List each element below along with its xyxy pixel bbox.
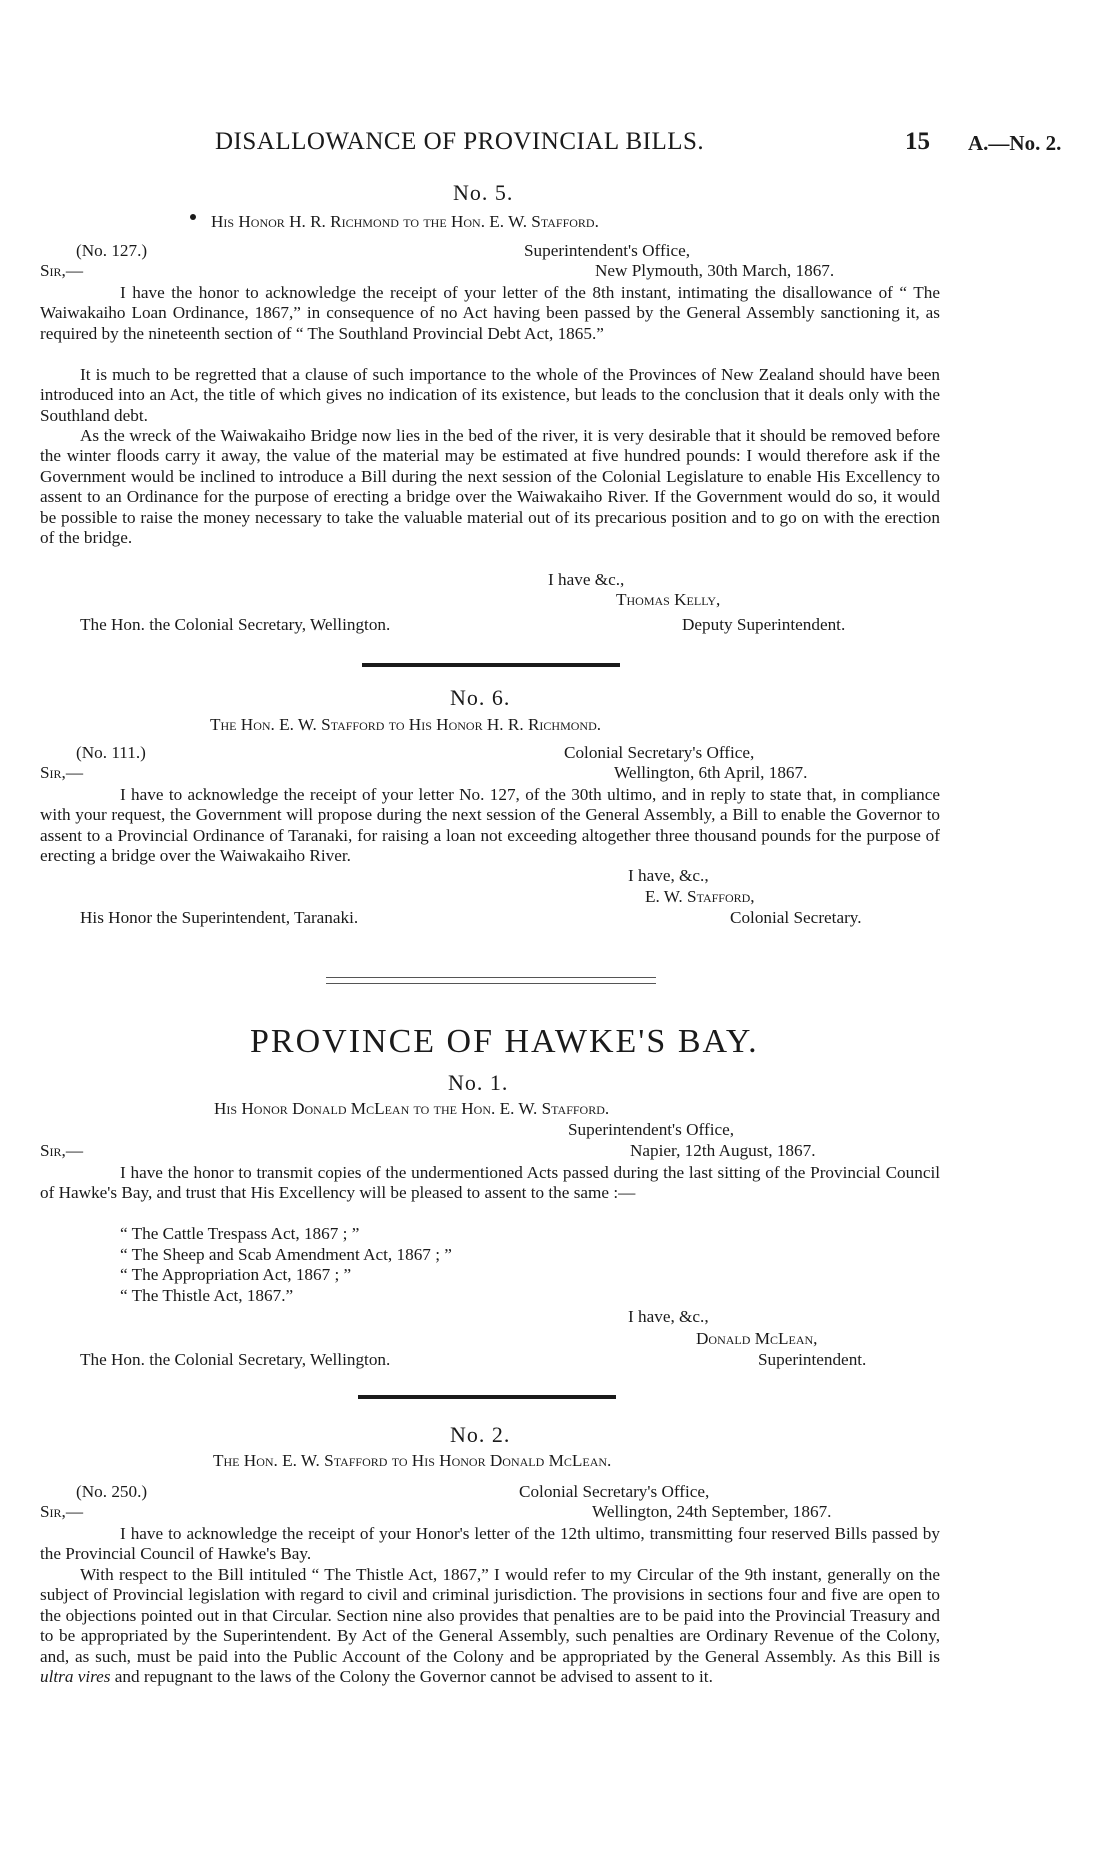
letter-place-date: Napier, 12th August, 1867.	[630, 1141, 816, 1160]
letter-signatory-title: Deputy Superintendent.	[682, 615, 846, 634]
document-reference: A.—No. 2.	[968, 131, 1062, 155]
letter-from-to: The Hon. E. W. Stafford to His Honor H. R. Richmond.	[210, 715, 602, 734]
letter-addressee: The Hon. the Colonial Secretary, Wellington.	[80, 615, 391, 634]
letter-number: No. 6.	[450, 685, 511, 710]
salutation: Sir,—	[40, 1502, 84, 1521]
letter-from-to: The Hon. E. W. Stafford to His Honor Donald McLean.	[213, 1451, 612, 1470]
letter-addressee: His Honor the Superintendent, Taranaki.	[80, 908, 359, 927]
act-list-item: “ The Appropriation Act, 1867 ; ”	[120, 1265, 352, 1284]
page-number: 15	[905, 128, 930, 155]
section-divider	[362, 663, 620, 667]
act-list-item: “ The Thistle Act, 1867.”	[120, 1286, 294, 1305]
letter-closing: I have, &c.,	[628, 866, 709, 885]
letter-from-to: His Honor H. R. Richmond to the Hon. E. W. Stafford.	[211, 212, 599, 231]
act-list-item: “ The Cattle Trespass Act, 1867 ; ”	[120, 1224, 360, 1243]
letter-place-date: Wellington, 6th April, 1867.	[614, 763, 808, 782]
letter-closing: I have &c.,	[548, 570, 625, 589]
letter-office: Superintendent's Office,	[524, 241, 691, 260]
section-divider	[358, 1395, 616, 1399]
letter-paragraph	[40, 1565, 940, 1687]
latin-phrase: ultra vires	[40, 1667, 111, 1687]
salutation: Sir,—	[40, 763, 84, 782]
letter-signatory-title: Superintendent.	[758, 1350, 867, 1369]
paragraph-text: and repugnant to the laws of the Colony the Governor cannot be advised to assent to it.	[114, 1667, 713, 1687]
letter-ref-number: (No. 127.)	[76, 241, 148, 260]
letter-from-to: His Honor Donald McLean to the Hon. E. W. Stafford.	[214, 1099, 610, 1118]
letter-signatory: Thomas Kelly,	[616, 590, 721, 609]
letter-paragraph: It is much to be regretted that a clause of such importance to the whole of the Provinces of New Zealand should have been introduced into an Act, the title of which gives no indication of its existence, but leads to the conclusion that it deals only with the Southland debt.	[40, 365, 940, 425]
running-header-title: DISALLOWANCE OF PROVINCIAL BILLS.	[215, 128, 705, 155]
letter-addressee: The Hon. the Colonial Secretary, Wellington.	[80, 1350, 391, 1369]
letter-signatory: E. W. Stafford,	[645, 887, 755, 906]
section-divider-double	[326, 977, 656, 984]
letter-number: No. 2.	[450, 1422, 511, 1447]
letter-paragraph: As the wreck of the Waiwakaiho Bridge now lies in the bed of the river, it is very desirable that it should be removed before the winter floods carry it away, the value of the material may be estimated at five hundred pounds: I would therefore ask if the Government would be inclined to introduce a Bill during the next session of the Colonial Legislature to enable His Excellency to assent to an Ordinance for the purpose of erecting a bridge over the Waiwakaiho River. If the Government would do so, it would be possible to raise the money necessary to take the valuable material out of its precarious position and to go on with the erection of the bridge.	[40, 426, 940, 548]
letter-paragraph: I have the honor to acknowledge the receipt of your letter of the 8th instant, intimating the disallowance of “ The Waiwakaiho Loan Ordinance, 1867,” in consequence of no Act having been passed by the General Assembly sanctioning it, as required by the nineteenth section of “ The Southland Provincial Debt Act, 1865.”	[40, 283, 940, 343]
letter-number: No. 1.	[448, 1070, 509, 1095]
letter-paragraph: I have to acknowledge the receipt of your Honor's letter of the 12th ultimo, transmitting four reserved Bills passed by the Provincial Council of Hawke's Bay.	[40, 1524, 940, 1564]
province-heading: PROVINCE OF HAWKE'S BAY.	[250, 1023, 759, 1060]
letter-closing: I have, &c.,	[628, 1307, 709, 1326]
letter-place-date: New Plymouth, 30th March, 1867.	[595, 261, 835, 280]
letter-place-date: Wellington, 24th September, 1867.	[592, 1502, 832, 1521]
letter-ref-number: (No. 250.)	[76, 1482, 148, 1501]
letter-ref-number: (No. 111.)	[76, 743, 146, 762]
letter-office: Colonial Secretary's Office,	[564, 743, 755, 762]
letter-office: Superintendent's Office,	[568, 1120, 735, 1139]
paragraph-text: With respect to the Bill intituled “ The Thistle Act, 1867,” I would refer to my Circular of the 9th instant, generally on the subject of Provincial legislation with regard to civil and criminal jurisdiction. The provisions in sections four and five are open to the objections pointed out in that Circular. Section nine also provides that penalties are to be paid into the Provincial Treasury and to be appropriated by the Superintendent. By Act of the General Assembly, such penalties are Ordinary Revenue of the Colony, and, as such, must be paid into the Public Account of the Colony and be appropriated by the General Assembly. As this Bill is	[40, 1565, 940, 1666]
bullet-mark	[190, 214, 196, 220]
letter-number: No. 5.	[453, 180, 514, 205]
salutation: Sir,—	[40, 261, 84, 280]
letter-paragraph: I have to acknowledge the receipt of your letter No. 127, of the 30th ultimo, and in reply to state that, in compliance with your request, the Government will propose during the next session of the General Assembly, a Bill to enable the Governor to assent to a Provincial Ordinance of Taranaki, for raising a loan not exceeding altogether three thousand pounds for the purpose of erecting a bridge over the Waiwakaiho River.	[40, 785, 940, 866]
act-list-item: “ The Sheep and Scab Amendment Act, 1867 ; ”	[120, 1245, 452, 1264]
letter-paragraph: I have the honor to transmit copies of the undermentioned Acts passed during the last sitting of the Provincial Council of Hawke's Bay, and trust that His Excellency will be pleased to assent to the same :—	[40, 1163, 940, 1203]
salutation: Sir,—	[40, 1141, 84, 1160]
letter-signatory: Donald McLean,	[696, 1329, 818, 1348]
letter-office: Colonial Secretary's Office,	[519, 1482, 710, 1501]
letter-signatory-title: Colonial Secretary.	[730, 908, 862, 927]
